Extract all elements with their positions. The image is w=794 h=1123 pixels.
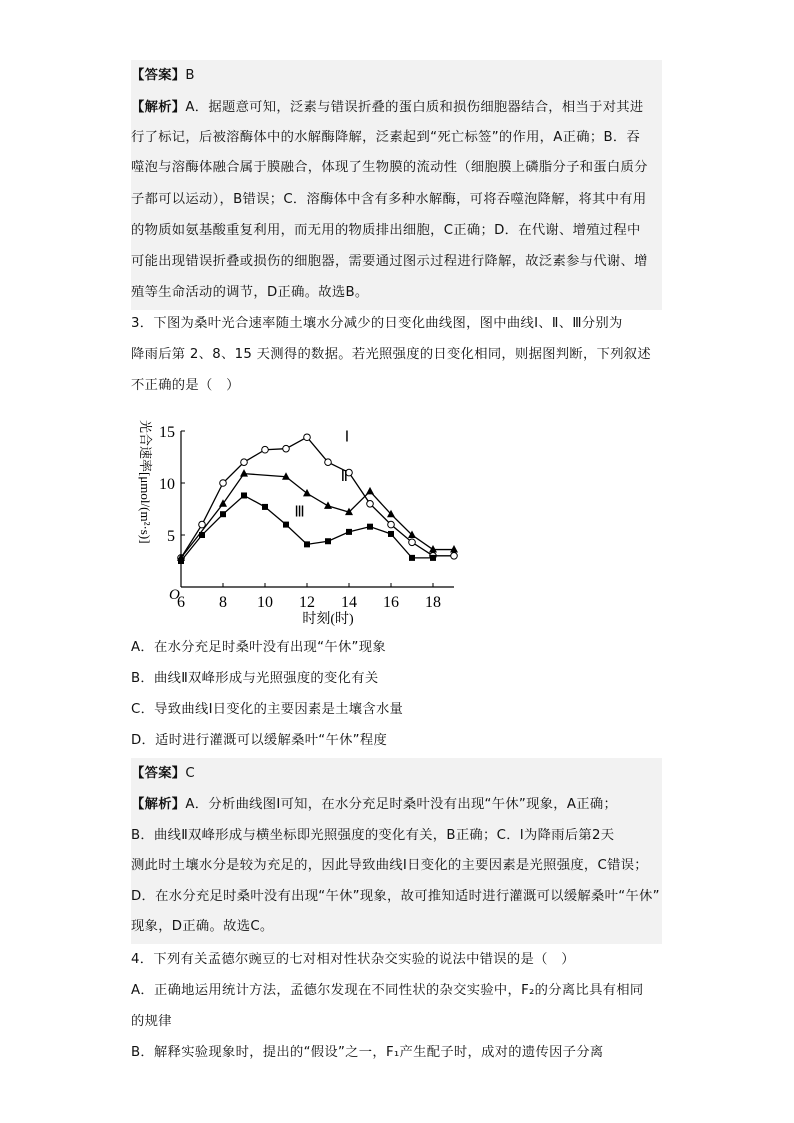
data-point xyxy=(325,538,331,544)
data-point xyxy=(241,492,247,498)
analysis-line: 噬泡与溶酶体融合属于膜融合，体现了生物膜的流动性（细胞膜上磷脂分子和蛋白质分 xyxy=(131,160,648,175)
question-4-stem: 4．下列有关孟德尔豌豆的七对相对性状杂交实验的说法中错误的是（ ） xyxy=(131,952,575,967)
answer-value: C xyxy=(185,766,195,781)
data-point xyxy=(346,529,352,535)
analysis-tag: 【解析】 xyxy=(131,797,186,812)
data-point xyxy=(388,521,395,528)
y-axis-label: 光合速率[μmol/(m²·s)] xyxy=(138,420,153,544)
question-3-stem-line: 降雨后第 2、8、15 天测得的数据。若光照强度的日变化相同，则据图判断，下列叙述 xyxy=(131,347,651,362)
answer-block-q3 xyxy=(131,758,662,944)
answer-value: B xyxy=(185,68,195,83)
analysis-text: A．据题意可知，泛素与错误折叠的蛋白质和损伤细胞器结合，相当于对其进 xyxy=(185,100,644,115)
x-tick-label: 18 xyxy=(425,594,441,611)
data-point xyxy=(304,541,310,547)
data-point xyxy=(240,469,248,477)
analysis-line: 测此时土壤水分是较为充足的，因此导致曲线Ⅰ日变化的主要因素是光照强度，C错误； xyxy=(131,858,648,873)
analysis-tag: 【解析】 xyxy=(131,100,186,115)
q4-option-a: A．正确地运用统计方法，孟德尔发现在不同性状的杂交实验中，F₂的分离比具有相同 xyxy=(131,983,644,998)
analysis-line: 可能出现错误折叠或损伤的细胞器，需要通过图示过程进行降解，故泛素参与代谢、增 xyxy=(131,254,648,269)
analysis-line: 行了标记，后被溶酶体中的水解酶降解，泛素起到“死亡标签”的作用，A正确；B．吞 xyxy=(131,130,641,145)
origin-label: O xyxy=(169,587,180,603)
answer-tag: 【答案】 xyxy=(131,68,186,83)
option-d: D．适时进行灌溉可以缓解桑叶“午休”程度 xyxy=(131,733,388,748)
data-point xyxy=(450,545,458,553)
data-point xyxy=(325,459,332,466)
x-tick-label: 8 xyxy=(219,594,227,611)
analysis-line: 子都可以运动），B错误；C．溶酶体中含有多种水解酶，可将吞噬泡降解，将其中有用 xyxy=(131,192,647,207)
photosynthesis-chart xyxy=(131,410,461,635)
data-point xyxy=(220,480,227,487)
analysis-line: B．曲线Ⅱ双峰形成与横坐标即光照强度的变化有关，B正确；C．Ⅰ为降雨后第2天 xyxy=(131,828,615,843)
y-tick-label: 15 xyxy=(159,424,175,441)
data-point xyxy=(283,522,289,528)
x-axis-label: 时刻(时) xyxy=(302,612,354,627)
analysis-line xyxy=(131,795,617,815)
data-point xyxy=(429,545,437,553)
analysis-line xyxy=(131,98,643,118)
analysis-text: A．分析曲线图Ⅰ可知，在水分充足时桑叶没有出现“午休”现象，A正确； xyxy=(185,797,618,812)
answer-line xyxy=(131,66,195,86)
data-point xyxy=(262,446,269,453)
answer-line xyxy=(131,764,195,784)
data-point xyxy=(241,459,248,466)
data-point xyxy=(303,489,311,497)
x-tick-label: 10 xyxy=(257,594,273,611)
option-a: A．在水分充足时桑叶没有出现“午休”现象 xyxy=(131,640,386,655)
q4-option-a-cont: 的规律 xyxy=(131,1014,172,1029)
analysis-line: D．在水分充足时桑叶没有出现“午休”现象，故可推知适时进行灌溉可以缓解桑叶“午休” xyxy=(131,889,660,904)
answer-tag: 【答案】 xyxy=(131,766,186,781)
data-point xyxy=(178,558,184,564)
question-3-stem-line: 不正确的是（ ） xyxy=(131,378,240,393)
data-point xyxy=(409,555,415,561)
series-label: Ⅰ xyxy=(344,429,350,446)
answer-block-q2 xyxy=(131,60,662,310)
option-b: B．曲线Ⅱ双峰形成与光照强度的变化有关 xyxy=(131,671,379,686)
data-point xyxy=(388,531,394,537)
x-tick-label: 16 xyxy=(383,594,399,611)
data-point xyxy=(283,445,290,452)
series-label: Ⅱ xyxy=(340,468,348,485)
data-point xyxy=(366,487,374,495)
series-label: Ⅲ xyxy=(294,504,305,521)
analysis-line: 的物质如氨基酸重复利用，而无用的物质排出细胞，C正确；D．在代谢、增殖过程中 xyxy=(131,223,641,238)
y-tick-label: 10 xyxy=(159,476,175,493)
analysis-line: 殖等生命活动的调节，D正确。故选B。 xyxy=(131,285,369,300)
data-point xyxy=(262,504,268,510)
x-tick-label: 12 xyxy=(299,594,315,611)
data-point xyxy=(220,511,226,517)
option-c: C．导致曲线Ⅰ日变化的主要因素是土壤含水量 xyxy=(131,702,404,717)
question-3-stem-line: 3．下图为桑叶光合速率随土壤水分减少的日变化曲线图，图中曲线Ⅰ、Ⅱ、Ⅲ分别为 xyxy=(131,316,623,331)
analysis-line: 现象，D正确。故选C。 xyxy=(131,919,274,934)
data-point xyxy=(367,501,374,508)
q4-option-b: B．解释实验现象时，提出的“假设”之一，F₁产生配子时，成对的遗传因子分离 xyxy=(131,1045,604,1060)
data-point xyxy=(430,555,436,561)
data-point xyxy=(409,539,416,546)
data-point xyxy=(304,434,311,441)
data-point xyxy=(324,501,332,509)
data-point xyxy=(367,524,373,530)
y-tick-label: 5 xyxy=(167,528,175,545)
data-point xyxy=(451,553,458,560)
x-tick-label: 14 xyxy=(341,594,357,611)
x-tick-label: 6 xyxy=(177,594,185,611)
data-point xyxy=(199,532,205,538)
